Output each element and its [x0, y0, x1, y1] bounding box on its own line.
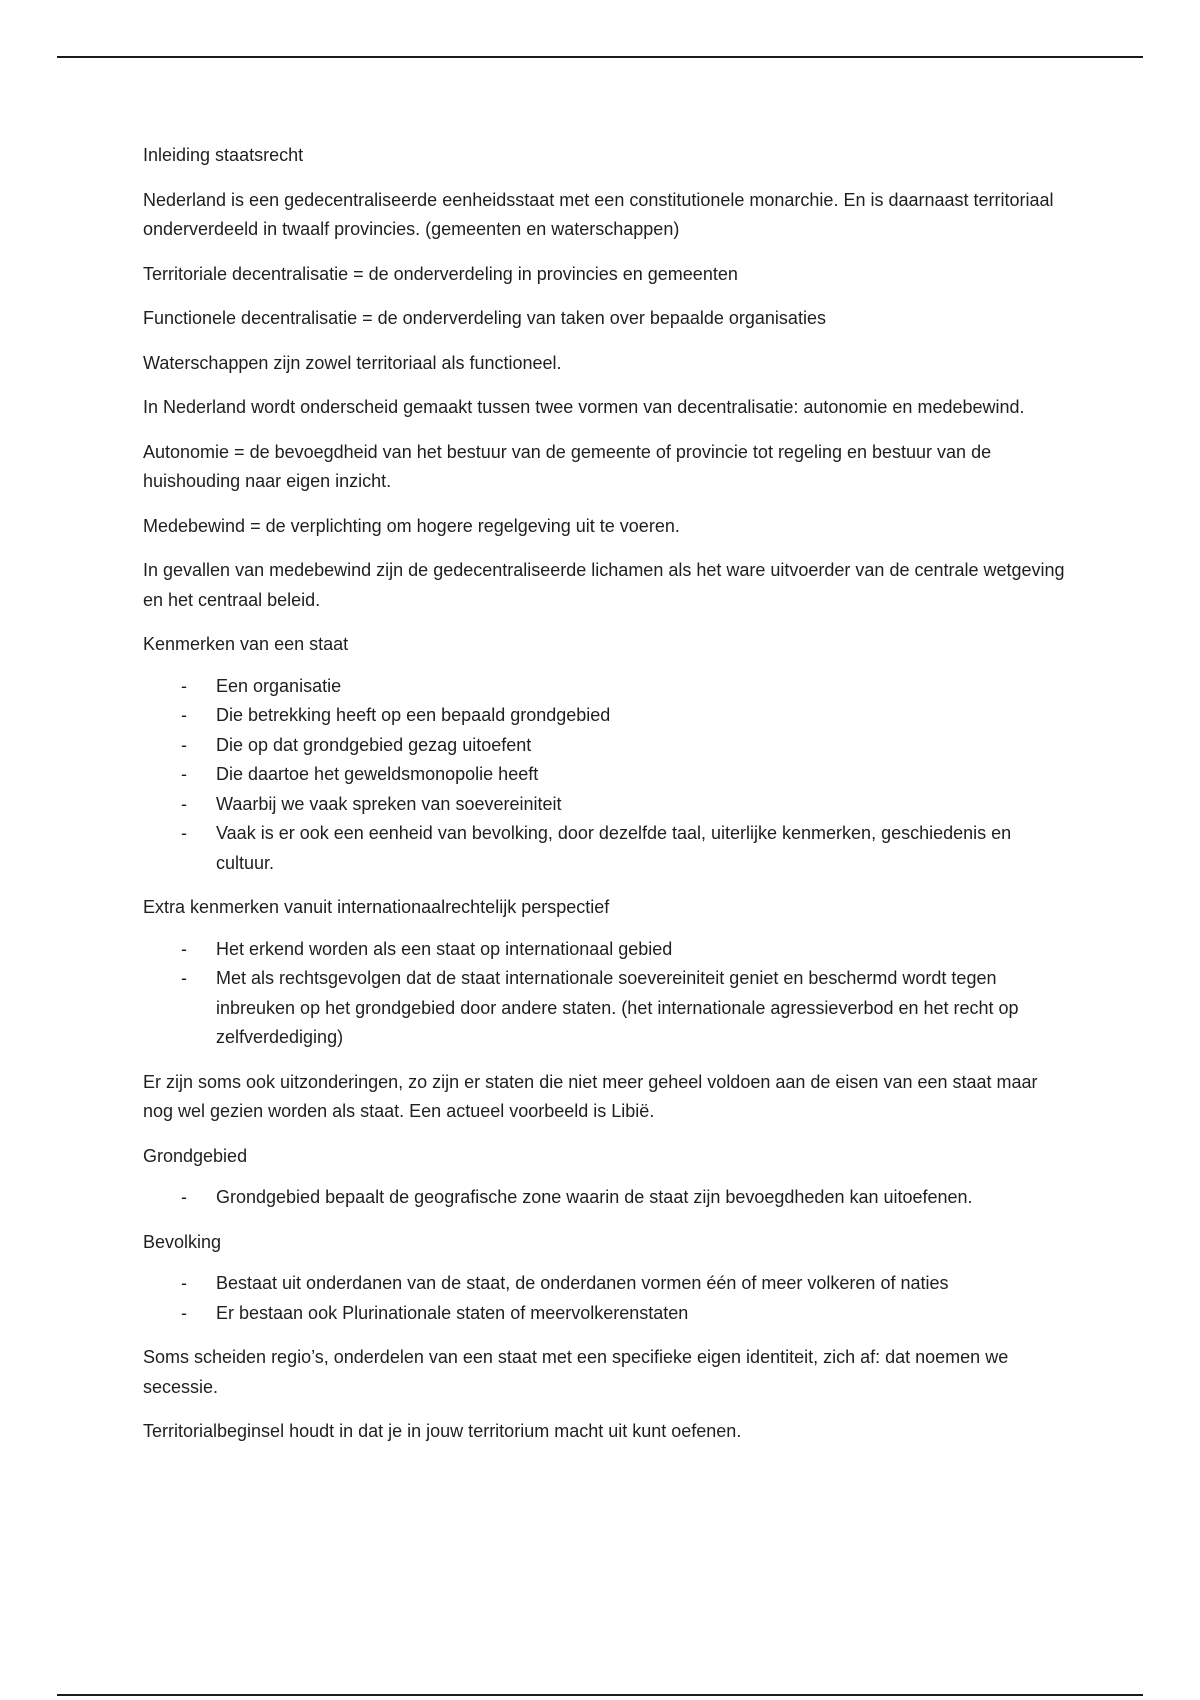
list-item [181, 790, 1068, 820]
list-item-text: Die daartoe het geweldsmonopolie heeft [216, 764, 539, 784]
list-item [181, 701, 1068, 731]
paragraph-territoriale-decentralisatie: Territoriale decentralisatie = de onderverdeling in provincies en gemeenten [143, 263, 738, 284]
bullet-dash: - [181, 1273, 187, 1293]
bullet-dash: - [181, 764, 187, 784]
bullet-dash: - [181, 705, 187, 725]
paragraph-uitzonderingen: Er zijn soms ook uitzonderingen, zo zijn er staten die niet meer geheel voldoen aan de eisen van een staat maar nog wel gezien worden als staat. Een actueel voorbeeld is Libië. [143, 1071, 1038, 1121]
bullet-dash: - [181, 823, 187, 843]
list-item [181, 1183, 1068, 1213]
list-item [181, 1269, 1068, 1299]
paragraph-functionele-decentralisatie: Functionele decentralisatie = de onderverdeling van taken over bepaalde organisaties [143, 308, 826, 328]
footer-rule [57, 1694, 1143, 1696]
list-item [181, 964, 1068, 1053]
list-item-text: Met als rechtsgevolgen dat de staat internationale soevereiniteit geniet en beschermd wordt tegen inbreuken op het grondgebied door andere staten. (het internationale agressieverbod en het recht op zelfverdediging) [216, 968, 1019, 1047]
bullet-dash: - [181, 1302, 187, 1323]
list-item-text: Bestaat uit onderdanen van de staat, de onderdanen vormen één of meer volkeren of naties [216, 1273, 949, 1293]
list-item [181, 731, 1068, 761]
heading-extra-kenmerken: Extra kenmerken vanuit internationaalrechtelijk perspectief [143, 897, 610, 917]
list-bevolking [143, 1269, 1068, 1328]
list-item [181, 760, 1068, 790]
bullet-dash: - [181, 793, 187, 814]
list-item-text: Het erkend worden als een staat op internationaal gebied [216, 938, 673, 959]
paragraph-onderscheid: In Nederland wordt onderscheid gemaakt tussen twee vormen van decentralisatie: autonomie en medebewind. [143, 397, 1025, 417]
list-item [181, 1299, 1068, 1329]
paragraph-secessie: Soms scheiden regio’s, onderdelen van een staat met een specifieke eigen identiteit, zich af: dat noemen we secessie. [143, 1347, 1009, 1397]
list-item-text: Grondgebied bepaalt de geografische zone waarin de staat zijn bevoegdheden kan uitoefenen. [216, 1187, 973, 1207]
list-item-text: Die betrekking heeft op een bepaald grondgebied [216, 705, 611, 725]
bullet-dash: - [181, 938, 187, 959]
paragraph-territorialbeginsel: Territorialbeginsel houdt in dat je in jouw territorium macht uit kunt oefenen. [143, 1421, 742, 1441]
list-item-text: Waarbij we vaak spreken van soevereiniteit [216, 793, 562, 814]
heading-grondgebied: Grondgebied [143, 1145, 248, 1166]
paragraph-waterschappen: Waterschappen zijn zowel territoriaal als functioneel. [143, 352, 562, 373]
paragraph-autonomie: Autonomie = de bevoegdheid van het bestuur van de gemeente of provincie tot regeling en bestuur van de huishouding naar eigen inzicht. [143, 441, 992, 491]
bullet-dash: - [181, 734, 187, 755]
list-item [181, 672, 1068, 702]
paragraph-medebewind: Medebewind = de verplichting om hogere regelgeving uit te voeren. [143, 515, 680, 536]
list-item-text: Een organisatie [216, 675, 342, 696]
bullet-dash: - [181, 675, 187, 696]
list-item [181, 819, 1068, 878]
list-extra-kenmerken [143, 935, 1068, 1053]
list-item-text: Vaak is er ook een eenheid van bevolking, door dezelfde taal, uiterlijke kenmerken, geschiedenis en cultuur. [216, 823, 1012, 873]
bullet-dash: - [181, 1187, 187, 1207]
document-body [143, 141, 1068, 1462]
list-item-text: Er bestaan ook Plurinationale staten of meervolkerenstaten [216, 1302, 689, 1323]
header-rule [57, 56, 1143, 58]
list-grondgebied [143, 1183, 1068, 1213]
list-item-text: Die op dat grondgebied gezag uitoefent [216, 734, 532, 755]
paragraph-intro: Nederland is een gedecentraliseerde eenheidsstaat met een constitutionele monarchie. En is daarnaast territoriaal onderverdeeld in twaalf provincies. (gemeenten en waterschappen) [143, 189, 1054, 239]
paragraph-gevallen: In gevallen van medebewind zijn de gedecentraliseerde lichamen als het ware uitvoerder van de centrale wetgeving en het centraal beleid. [143, 560, 1065, 610]
list-kenmerken [143, 672, 1068, 879]
document-title: Inleiding staatsrecht [143, 145, 304, 165]
bullet-dash: - [181, 968, 187, 988]
heading-bevolking: Bevolking [143, 1231, 222, 1252]
list-item [181, 935, 1068, 965]
heading-kenmerken: Kenmerken van een staat [143, 634, 349, 654]
